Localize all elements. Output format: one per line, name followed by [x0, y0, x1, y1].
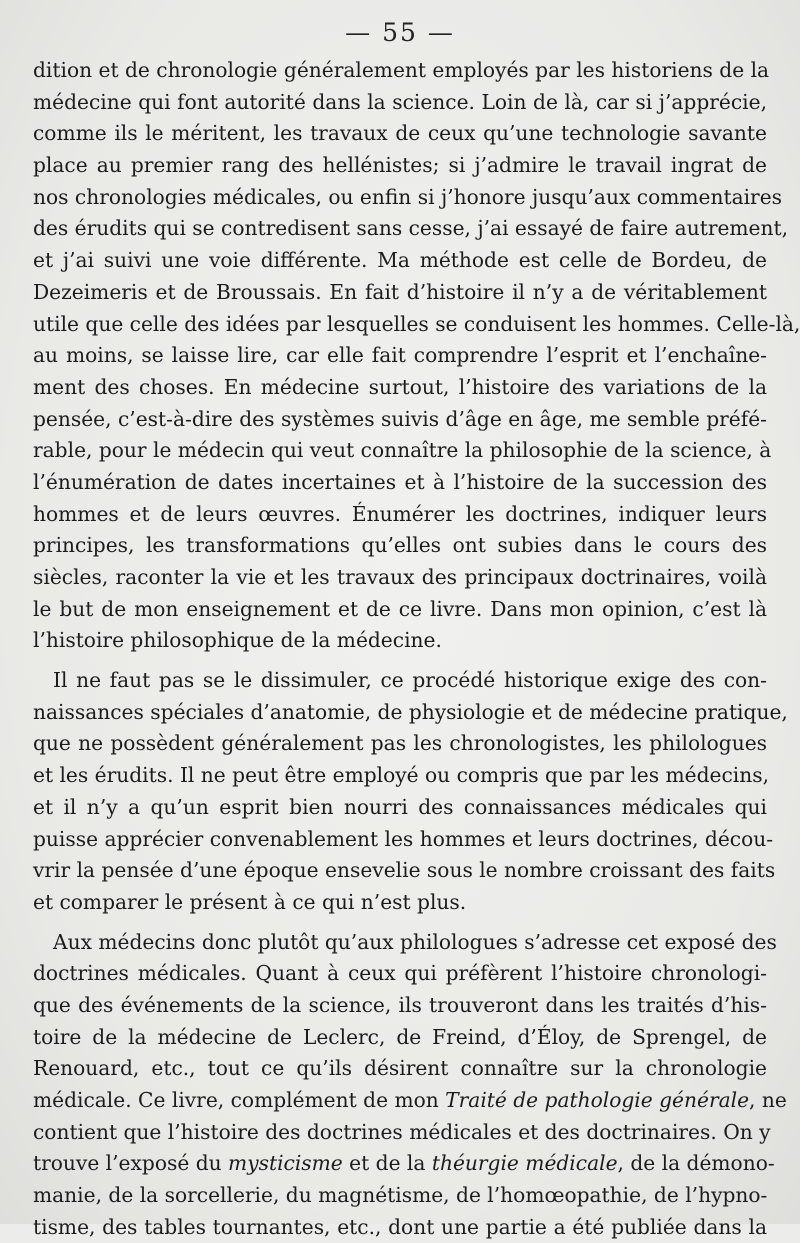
body-text [33, 55, 800, 1243]
text-line: médecine qui font autorité dans la science. Loin de là, car si j’apprécie, [33, 89, 767, 114]
text-line: nos chronologies médicales, ou enfin si j’honore jusqu’aux commentaires [33, 184, 783, 209]
text-line: doctrines médicales. Quant à ceux qui préfèrent l’histoire chronologi- [33, 961, 767, 986]
text-line: le but de mon enseignement et de ce livre. Dans mon opinion, c’est là [33, 596, 767, 621]
paragraph-spacer [33, 919, 767, 927]
text-line: l’histoire philosophique de la médecine. [33, 628, 442, 653]
text-line: Il ne faut pas se le dissimuler, ce procédé historique exige des con- [53, 668, 767, 693]
text-line: et j’ai suivi une voie différente. Ma méthode est celle de Bordeu, de [33, 248, 767, 273]
text-line: dition et de chronologie généralement employés par les historiens de la [33, 58, 770, 82]
text-segment: , ne [749, 1088, 787, 1112]
text-line: tisme, des tables tournantes, etc., dont une partie a été publiée dans la [33, 1214, 767, 1239]
italic-title: Traité de pathologie générale [445, 1088, 750, 1112]
paragraph-2 [33, 665, 788, 919]
text-line: et comparer le présent à ce qui n’est plus. [33, 889, 467, 914]
text-line-with-italic [33, 1148, 775, 1180]
paragraph-spacer [33, 657, 767, 665]
text-line: toire de la médecine de Leclerc, de Freind, d’Éloy, de Sprengel, de [33, 1024, 767, 1049]
page-number: — 55 — [345, 18, 455, 47]
text-line: que ne possèdent généralement pas les chronologistes, les philologues [33, 731, 767, 756]
italic-term: théurgie médicale [431, 1151, 618, 1176]
text-line: hommes et de leurs œuvres. Énumérer les doctrines, indiquer leurs [33, 501, 767, 526]
text-line: principes, les transformations qu’elles ont subies dans le cours des [33, 533, 767, 558]
text-segment: trouve l’exposé du [33, 1151, 229, 1176]
text-line: naissances spéciales d’anatomie, de physiologie et de médecine pratique, [33, 699, 788, 724]
text-line: et il n’y a qu’un esprit bien nourri des connaissances médicales qui [33, 794, 767, 819]
text-line-with-italic [33, 1085, 787, 1117]
text-line: Renouard, etc., tout ce qu’ils désirent connaître sur la chronologie [33, 1056, 767, 1081]
text-line: contient que l’histoire des doctrines médicales et des doctrinaires. On y [33, 1119, 771, 1144]
italic-term: mysticisme [228, 1151, 343, 1176]
text-line: que des événements de la science, ils trouveront dans les traités d’his- [33, 992, 767, 1017]
text-line: comme ils le méritent, les travaux de ceux qu’une technologie savante [33, 121, 767, 146]
text-line: pensée, c’est-à-dire des systèmes suivis d’âge en âge, me semble préfé- [33, 406, 767, 431]
text-line: et les érudits. Il ne peut être employé ou compris que par les médecins, [33, 763, 769, 788]
paragraph-1 [33, 55, 800, 657]
text-segment: , de la démono- [617, 1151, 775, 1176]
text-segment: médicale. Ce livre, complément de mon [33, 1088, 446, 1112]
text-line: siècles, raconter la vie et les travaux des principaux doctrinaires, voilà [33, 565, 767, 589]
text-line: ment des choses. En médecine surtout, l’histoire des variations de la [33, 374, 767, 399]
text-line: utile que celle des idées par lesquelles se conduisent les hommes. Celle-là, [33, 311, 800, 336]
text-line: vrir la pensée d’une époque ensevelie sous le nombre croissant des faits [33, 858, 776, 883]
text-line: Aux médecins donc plutôt qu’aux philologues s’adresse cet exposé des [53, 929, 777, 954]
text-line: Dezeimeris et de Broussais. En fait d’histoire il n’y a de véritablement [33, 279, 767, 304]
text-line: au moins, se laisse lire, car elle fait comprendre l’esprit et l’enchaîne- [33, 343, 767, 368]
text-line: place au premier rang des hellénistes; si j’admire le travail ingrat de [33, 153, 767, 178]
text-line: rable, pour le médecin qui veut connaître la philosophie de la science, à [33, 438, 772, 463]
paragraph-3 [33, 927, 787, 1243]
text-segment: et de la [342, 1151, 432, 1176]
text-line: l’énumération de dates incertaines et à l’histoire de la succession des [33, 469, 767, 494]
text-line: des érudits qui se contredisent sans cesse, j’ai essayé de faire autrement, [33, 216, 789, 241]
text-line: manie, de la sorcellerie, du magnétisme, de l’homœopathie, de l’hypno- [33, 1183, 768, 1208]
text-line: puisse apprécier convenablement les hommes et leurs doctrines, décou- [33, 826, 774, 851]
